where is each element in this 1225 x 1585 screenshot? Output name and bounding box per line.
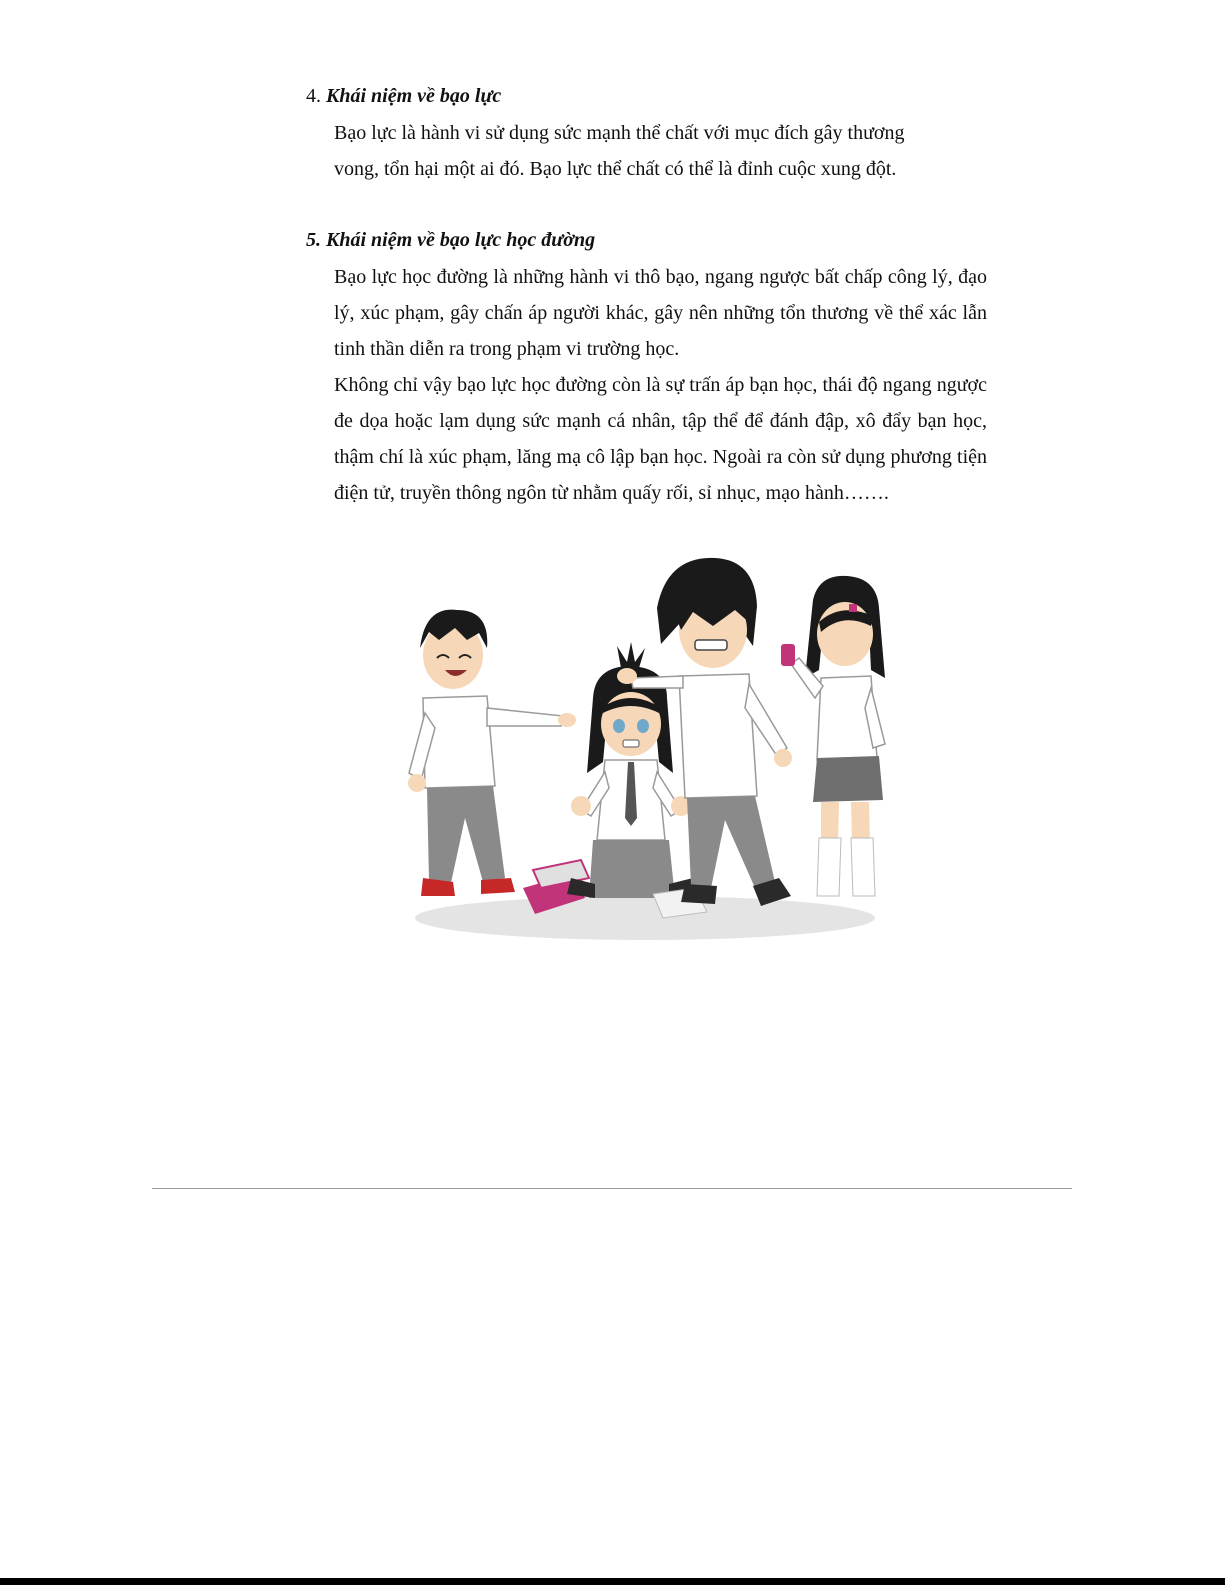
section-5-paragraph-2: Không chỉ vậy bạo lực học đường còn là sự trấn áp bạn học, thái độ ngang ngược đe dọa hoặc lạm dụng sức mạnh cá nhân, tập thể để đánh đập, xô đẩy bạn học, thậm chí là xúc phạm, lăng mạ cô lập bạn học. Ngoài ra còn sử dụng phương tiện điện tử, truyền thông ngôn từ nhằm quấy rối, sỉ nhục, mạo hành……. xyxy=(334,374,987,504)
section-4-heading xyxy=(306,82,501,110)
page-divider xyxy=(152,1188,1072,1189)
section-5-paragraph-1: Bạo lực học đường là những hành vi thô bạo, ngang ngược bất chấp công lý, đạo lý, xúc phạm, gây chấn áp người khác, gây nên những tổn thương về thể xác lẫn tinh thần diễn ra trong phạm vi trường học. xyxy=(334,266,987,360)
ground-shadow xyxy=(415,896,875,940)
section-4-body: Bạo lực là hành vi sử dụng sức mạnh thể chất với mục đích gây thương vong, tổn hại một ai đó. Bạo lực thể chất có thể là đỉnh cuộc xung đột. xyxy=(334,122,905,180)
school-bullying-illustration xyxy=(395,548,895,968)
phone-girl-figure xyxy=(781,576,885,896)
section-5-number: 5. xyxy=(306,229,321,251)
section-4-title: Khái niệm về bạo lực xyxy=(326,85,502,107)
bottom-edge-bar xyxy=(0,1578,1225,1585)
section-5-heading xyxy=(306,226,595,254)
phone-icon xyxy=(781,644,795,666)
section-5-title: Khái niệm về bạo lực học đường xyxy=(326,229,596,251)
laughing-boy-figure xyxy=(408,610,576,896)
section-4-number: 4. xyxy=(306,85,321,107)
